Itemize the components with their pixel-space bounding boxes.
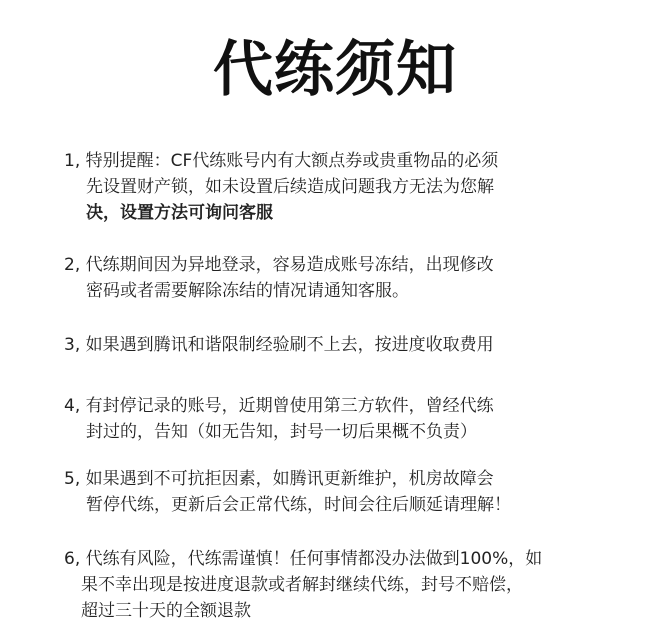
notice-4-line-2: 封过的，告知（如无告知，封号一切后果概不负责） <box>86 422 477 442</box>
notice-5-line-2: 暂停代练，更新后会正常代练，时间会往后顺延请理解！ <box>86 495 511 515</box>
page-title: 代练须知 <box>213 35 457 105</box>
notice-item-2 <box>64 252 494 304</box>
notice-1-line-3: 决，设置方法可询问客服 <box>86 203 273 223</box>
notice-6-line-3: 超过三十天的全额退款 <box>81 601 251 621</box>
notice-3-line-1: 3, 如果遇到腾讯和谐限制经验刷不上去，按进度收取费用 <box>64 335 494 355</box>
notice-item-1 <box>64 148 498 226</box>
notice-2-line-2: 密码或者需要解除冻结的情况请通知客服。 <box>86 281 409 301</box>
notice-item-3 <box>64 332 494 358</box>
notice-2-line-1: 2, 代练期间因为异地登录，容易造成账号冻结，出现修改 <box>64 255 494 275</box>
notice-6-line-1: 6, 代练有风险，代练需谨慎！任何事情都没办法做到100%，如 <box>64 549 543 569</box>
notice-item-5 <box>64 466 511 518</box>
notice-item-6 <box>64 546 542 624</box>
notice-item-4 <box>64 393 494 445</box>
notice-1-line-1: 1, 特别提醒：CF代练账号内有大额点券或贵重物品的必须 <box>64 151 499 171</box>
notice-5-line-1: 5, 如果遇到不可抗拒因素，如腾讯更新维护，机房故障会 <box>64 469 494 489</box>
notice-1-line-2: 先设置财产锁，如未设置后续造成问题我方无法为您解 <box>86 177 494 197</box>
notice-4-line-1: 4, 有封停记录的账号，近期曾使用第三方软件，曾经代练 <box>64 396 494 416</box>
notice-6-line-2: 果不幸出现是按进度退款或者解封继续代练，封号不赔偿， <box>81 575 523 595</box>
